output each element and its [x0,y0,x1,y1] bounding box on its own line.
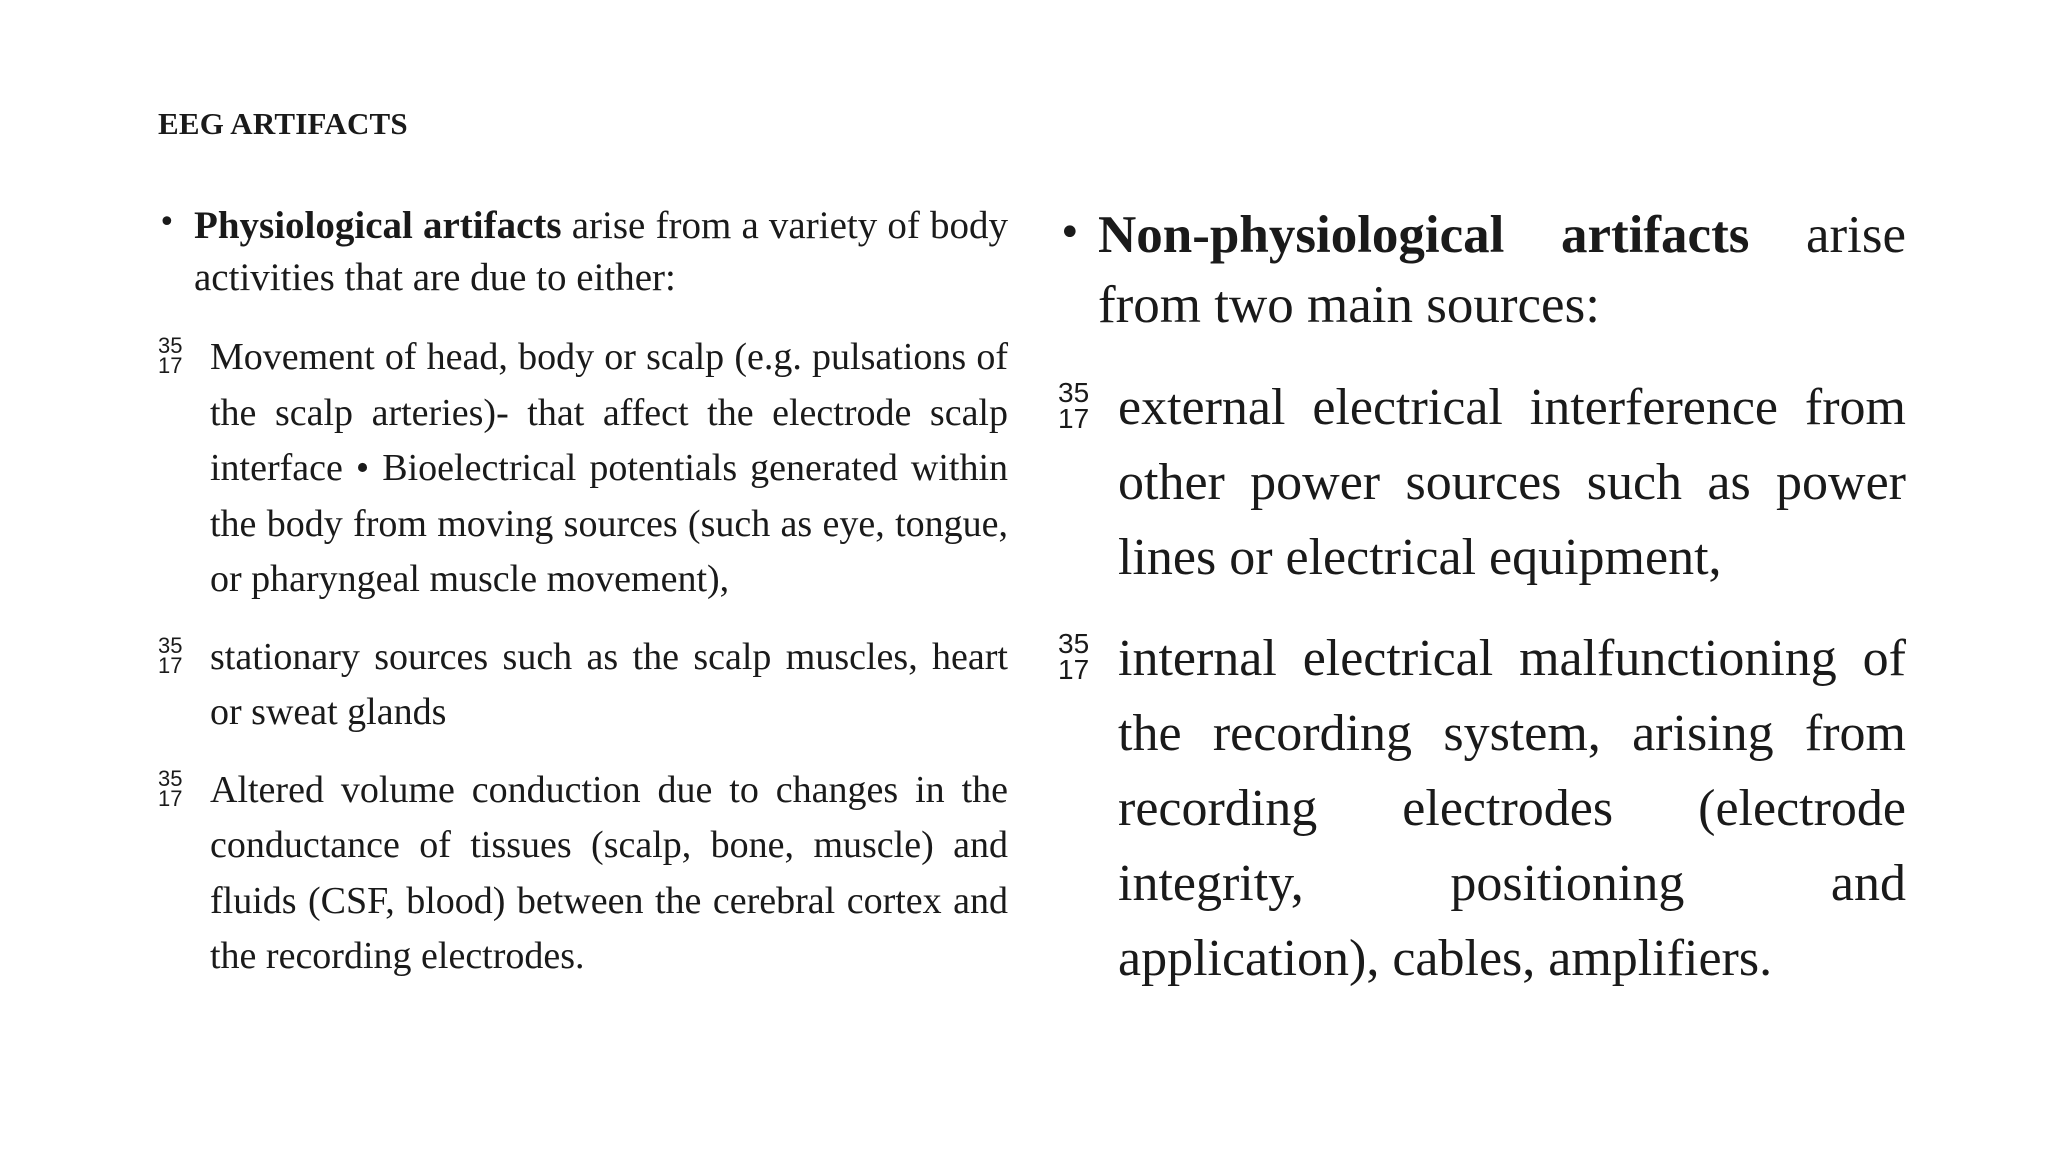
bullet-icon: • [158,205,176,240]
list-item-text: external electrical interference from other power sources such as power lines or electrical equipment, [1118,379,1906,586]
list-item-text: internal electrical malfunctioning of the recording system, arising from recording electrodes (electrode integrity, positioning and application), cables, amplifiers. [1118,630,1906,987]
sub-bullet-top: 35 [1058,628,1090,659]
sub-bullet-bottom: 17 [158,785,183,811]
sub-bullet-bottom: 17 [158,353,183,378]
list-item [158,330,1008,608]
sub-bullet-icon [158,632,183,678]
sub-bullet-top: 35 [158,765,183,791]
sub-bullet-bottom: 17 [1058,654,1090,685]
sub-bullet-icon [1058,377,1090,434]
physiological-heading-text: arise from a variety of body activities that are due to either: [194,204,1008,299]
slide-title: EEG ARTIFACTS [158,106,408,141]
list-item [158,763,1008,985]
sub-bullet-icon [158,333,183,378]
sub-bullet-top: 35 [158,333,183,358]
list-item-text: Movement of head, body or scalp (e.g. pulsations of the scalp arteries)- that affect the electrode scalp interface • Bioelectrical potentials generated within the body from moving sources (such as eye, tongue, or pharyngeal muscle movement), [210,336,1008,600]
bullet-icon: • [1058,210,1082,256]
physiological-heading [158,200,1008,304]
list-item-text: stationary sources such as the scalp muscles, heart or sweat glands [210,635,1008,733]
non-physiological-term: Non-physiological artifacts [1098,206,1750,264]
sub-bullet-bottom: 17 [1058,403,1090,434]
non-physiological-heading-text: arise from two main sources: [1098,206,1906,334]
sub-bullet-top: 35 [1058,377,1090,408]
sub-bullet-icon [158,765,183,811]
right-column [1058,200,1906,996]
sub-bullet-bottom: 17 [158,652,183,678]
list-item [1058,370,1906,595]
left-column [158,200,1008,985]
list-item-text: Altered volume conduction due to changes in the conductance of tissues (scalp, bone, muscle) and fluids (CSF, blood) between the cerebral cortex and the recording electrodes. [210,768,1008,977]
sub-bullet-icon [1058,628,1090,685]
sub-bullet-top: 35 [158,632,183,658]
list-item [1058,621,1906,996]
non-physiological-heading [1058,200,1906,340]
list-item [158,630,1008,741]
physiological-term: Physiological artifacts [194,204,562,247]
